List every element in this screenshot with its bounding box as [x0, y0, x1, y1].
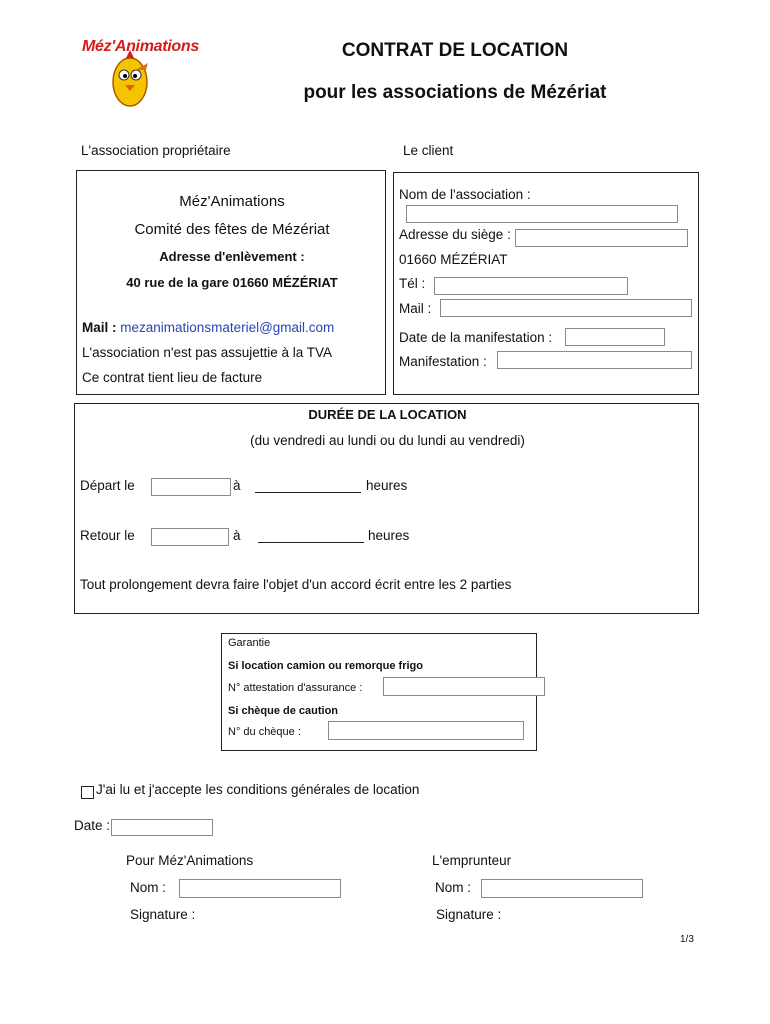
- owner-committee: Comité des fêtes de Mézériat: [134, 221, 330, 238]
- duration-subtitle: (du vendredi au lundi ou du lundi au vendredi): [250, 433, 525, 448]
- retour-hour-line[interactable]: [258, 528, 364, 543]
- client-tel-input[interactable]: [434, 277, 628, 295]
- owner-box: [76, 170, 386, 395]
- client-mail-label: Mail :: [399, 301, 432, 316]
- depart-date-input[interactable]: [151, 478, 231, 496]
- retour-date-input[interactable]: [151, 528, 229, 546]
- insurance-input[interactable]: [383, 677, 545, 696]
- right-signature-label: Signature :: [436, 907, 502, 922]
- retour-label: Retour le: [80, 528, 135, 543]
- event-name-input[interactable]: [497, 351, 692, 369]
- owner-mail-link[interactable]: mezanimationsmateriel@gmail.com: [120, 320, 335, 335]
- right-sign-title: L'emprunteur: [432, 853, 512, 868]
- retour-hours-label: heures: [368, 528, 410, 543]
- truck-label: Si location camion ou remorque frigo: [228, 660, 423, 672]
- page-subtitle: pour les associations de Mézériat: [303, 82, 607, 103]
- invoice-note: Ce contrat tient lieu de facture: [82, 370, 263, 385]
- accept-label: J'ai lu et j'accepte les conditions générales de location: [96, 782, 420, 797]
- extension-note: Tout prolongement devra faire l'objet d'un accord écrit entre les 2 parties: [80, 577, 512, 592]
- right-name-label: Nom :: [435, 880, 472, 895]
- date-input[interactable]: [111, 819, 213, 836]
- event-name-label: Manifestation :: [399, 354, 487, 369]
- depart-label: Départ le: [80, 478, 135, 493]
- client-box: [393, 172, 699, 395]
- owner-section-label: L'association propriétaire: [81, 143, 231, 158]
- client-mail-input[interactable]: [440, 299, 692, 317]
- client-name-label: Nom de l'association :: [399, 187, 531, 202]
- page-title: CONTRAT DE LOCATION: [341, 40, 569, 61]
- guarantee-box: [221, 633, 537, 751]
- left-sign-title: Pour Méz'Animations: [126, 853, 254, 868]
- duration-box: [74, 403, 699, 614]
- duration-title: DURÉE DE LA LOCATION: [308, 407, 467, 422]
- owner-name: Méz'Animations: [179, 193, 285, 210]
- depart-a-label: à: [233, 478, 241, 493]
- client-section-label: Le client: [403, 143, 454, 158]
- client-name-input[interactable]: [406, 205, 678, 223]
- owner-mail-label: Mail :: [82, 320, 117, 335]
- insurance-label: N° attestation d'assurance :: [228, 682, 363, 694]
- logo-text: Méz'Animations: [82, 38, 199, 55]
- cheque-label: N° du chèque :: [228, 726, 301, 738]
- page-number: 1/3: [680, 934, 694, 945]
- depart-hours-label: heures: [366, 478, 408, 493]
- right-name-input[interactable]: [481, 879, 643, 898]
- client-tel-label: Tél :: [399, 276, 426, 291]
- accept-checkbox[interactable]: [81, 786, 94, 799]
- tva-note: L'association n'est pas assujettie à la TVA: [82, 345, 333, 360]
- client-seat-input[interactable]: [515, 229, 688, 247]
- client-city: 01660 MÉZÉRIAT: [399, 252, 508, 267]
- depart-hour-line[interactable]: [255, 478, 361, 493]
- cheque-title: Si chèque de caution: [228, 705, 339, 717]
- date-label: Date :: [74, 818, 111, 833]
- left-signature-label: Signature :: [130, 907, 196, 922]
- event-date-input[interactable]: [565, 328, 665, 346]
- cheque-input[interactable]: [328, 721, 524, 740]
- pickup-label: Adresse d'enlèvement :: [159, 249, 305, 264]
- left-name-input[interactable]: [179, 879, 341, 898]
- pickup-address: 40 rue de la gare 01660 MÉZÉRIAT: [126, 275, 338, 290]
- logo: [80, 30, 199, 116]
- left-name-label: Nom :: [130, 880, 167, 895]
- retour-a-label: à: [233, 528, 241, 543]
- client-seat-label: Adresse du siège :: [399, 227, 511, 242]
- event-date-label: Date de la manifestation :: [399, 330, 553, 345]
- owner-mail-row: [82, 320, 334, 335]
- guarantee-title: Garantie: [228, 637, 271, 649]
